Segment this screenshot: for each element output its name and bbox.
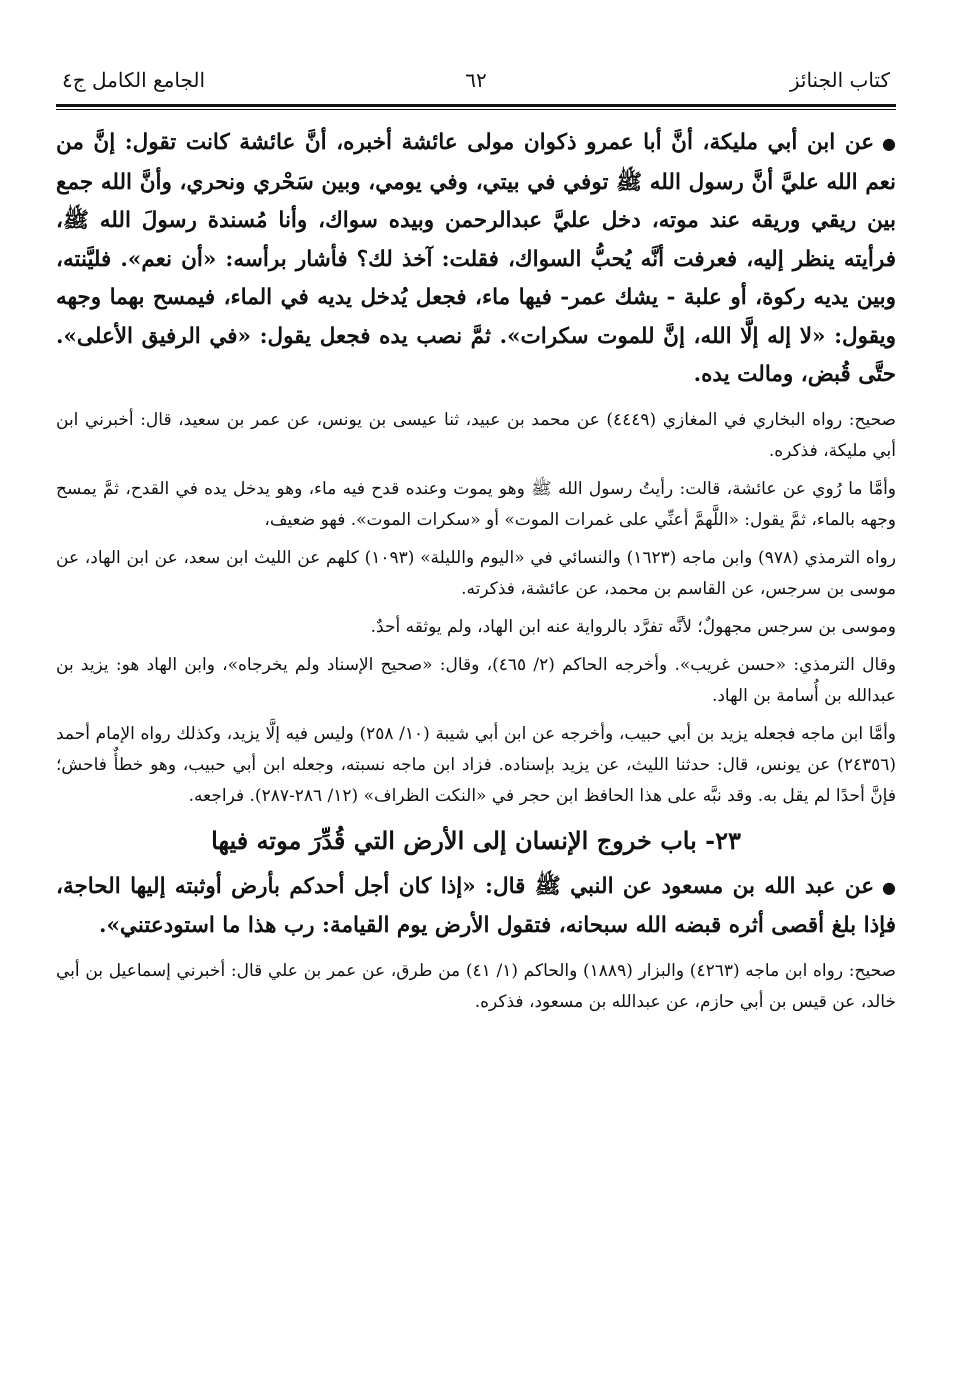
takhrij-note: وأمَّا ابن ماجه فجعله يزيد بن أبي حبيب، وأخرجه عن ابن أبي شيبة (١٠/ ٢٥٨) وليس فيه إلَّا يزيد، وكذلك رواه الإمام أحمد (٢٤٣٥٦) عن يونس، قال: حدثنا الليث، عن يزيد بإسناده. فزاد ابن ماجه نسبته، وجعله ابن أبي حبيب، وهو خطأٌ فاحش؛ فإنَّ أحدًا لم يقل به. وقد نبَّه على هذا الحافظ ابن حجر في «النكت الظراف» (١٢/ ٢٨٦-٢٨٧). فراجعه. bbox=[56, 723, 897, 806]
hadith-paragraph bbox=[56, 868, 896, 946]
book-page bbox=[56, 62, 896, 1025]
takhrij-note: وموسى بن سرجس مجهولٌ؛ لأنَّه تفرَّد بالرواية عنه ابن الهاد، ولم يوثقه أحدٌ. bbox=[370, 616, 896, 637]
bullet-icon: ● bbox=[882, 134, 896, 153]
takhrij-note: رواه الترمذي (٩٧٨) وابن ماجه (١٦٢٣) والنسائي في «اليوم والليلة» (١٠٩٣) كلهم عن الليث ابن سعد، عن ابن الهاد، عن موسى بن سرجس، عن القاسم بن محمد، عن عائشة، فذكرته. bbox=[56, 547, 896, 599]
takhrij-note: صحيح: رواه البخاري في المغازي (٤٤٤٩) عن محمد بن عبيد، ثنا عيسى بن يونس، عن عمر بن سعيد، قال: أخبرني ابن أبي مليكة، فذكره. bbox=[56, 409, 896, 461]
hadith-text: عن ابن أبي مليكة، أنَّ أبا عمرو ذكوان مولى عائشة أخبره، أنَّ عائشة كانت تقول: إنَّ من نعم الله عليَّ أنَّ رسول الله ﷺ توفي في بيتي، وفي يومي، وبين سَحْري ونحري، وأنَّ الله جمع بين ريقي وريقه عند موته، دخل عليَّ عبدالرحمن وبيده سواك، وأنا مُسندة رسولَ الله ﷺ، فرأيته ينظر إليه، فعرفت أنَّه يُحبُّ السواك، فقلت: آخذ لك؟ فأشار برأسه: «أن نعم». فليَّنته، وبين يديه ركوة، أو علبة - يشك عمر- فيها ماء، فجعل يُدخل يديه في الماء، فيمسح بهما وجهه ويقول: «لا إله إلَّا الله، إنَّ للموت سكرات». ثمَّ نصب يده فجعل يقول: «في الرفيق الأعلى». حتَّى قُبض، ومالت يده. bbox=[56, 130, 896, 387]
page-number: ٦٢ bbox=[465, 68, 487, 92]
collection-title: الجامع الكامل ج٤ bbox=[62, 68, 206, 92]
takhrij-note: وقال الترمذي: «حسن غريب». وأخرجه الحاكم (٢/ ٤٦٥)، وقال: «صحيح الإسناد ولم يخرجاه»، وابن الهاد هو: يزيد بن عبدالله بن أُسامة بن الهاد. bbox=[56, 654, 896, 706]
chapter-heading: ٢٣- باب خروج الإنسان إلى الأرض التي قُدِّرَ موته فيها bbox=[211, 825, 741, 855]
header-rule bbox=[56, 104, 896, 110]
hadith-paragraph bbox=[56, 124, 896, 395]
takhrij-note: صحيح: رواه ابن ماجه (٤٢٦٣) والبزار (١٨٨٩) والحاكم (١/ ٤١) من طرق، عن عمر بن علي قال: أخبرني إسماعيل بن أبي خالد، عن قيس بن أبي حازم، عن عبدالله بن مسعود، فذكره. bbox=[56, 960, 896, 1012]
book-title: كتاب الجنائز bbox=[789, 68, 890, 92]
running-header bbox=[56, 62, 896, 104]
hadith-text: عن عبد الله بن مسعود عن النبي ﷺ قال: «إذا كان أجل أحدكم بأرض أوثبته إليها الحاجة، فإذا بلغ أقصى أثره قبضه الله سبحانه، فتقول الأرض يوم القيامة: رب هذا ما استودعتني». bbox=[56, 873, 896, 938]
takhrij-note: وأمَّا ما رُوي عن عائشة، قالت: رأيتُ رسول الله ﷺ وهو يموت وعنده قدح فيه ماء، وهو يدخل يده في القدح، ثمَّ يمسح وجهه بالماء، ثمَّ يقول: «اللَّهمَّ أعنِّي على غمرات الموت» أو «سكرات الموت». فهو ضعيف، bbox=[56, 478, 896, 530]
bullet-icon: ● bbox=[882, 877, 896, 897]
